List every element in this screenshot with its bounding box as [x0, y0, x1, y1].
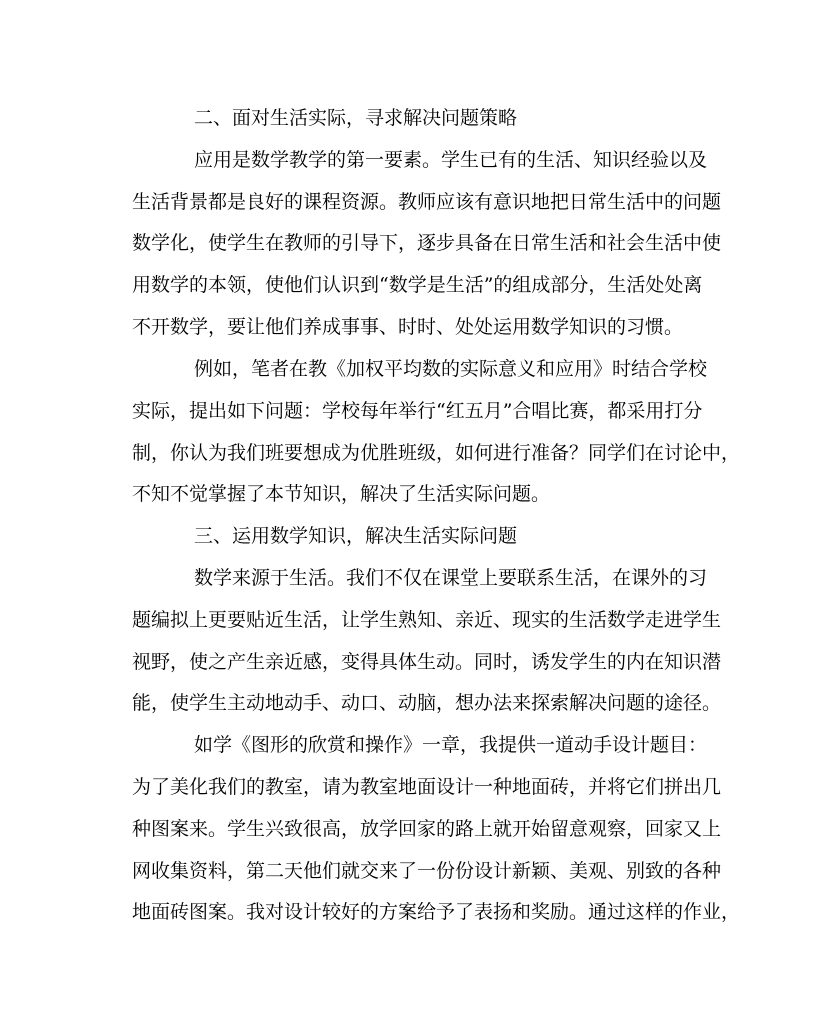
paragraph-line: 地面砖图案。我对设计较好的方案给予了表扬和奖励。通过这样的作业， [132, 901, 741, 923]
paragraph-line: 不知不觉掌握了本节知识，解决了生活实际问题。 [132, 483, 551, 505]
paragraph-line: 例如，笔者在教《加权平均数的实际意义和应用》时结合学校 [194, 358, 708, 380]
paragraph-line: 应用是数学教学的第一要素。学生已有的生活、知识经验以及 [194, 149, 708, 171]
paragraph-line: 实际，提出如下问题：学校每年举行“红五月”合唱比赛，都采用打分 [132, 400, 703, 422]
paragraph-line: 题编拟上更要贴近生活，让学生熟知、亲近、现实的生活数学走进学生 [132, 609, 722, 631]
paragraph-line: 为了美化我们的教室，请为教室地面设计一种地面砖，并将它们拼出几 [132, 776, 722, 798]
paragraph-line: 制，你认为我们班要想成为优胜班级，如何进行准备？同学们在讨论中， [132, 442, 741, 464]
paragraph-line: 视野，使之产生亲近感，变得具体生动。同时，诱发学生的内在知识潜 [132, 651, 722, 673]
paragraph-line: 生活背景都是良好的课程资源。教师应该有意识地把日常生活中的问题 [132, 191, 722, 213]
paragraph-line: 数学化，使学生在教师的引导下，逐步具备在日常生活和社会生活中使 [132, 232, 722, 254]
paragraph-line: 用数学的本领，使他们认识到“数学是生活”的组成部分，生活处处离 [132, 274, 703, 296]
paragraph-line: 不开数学，要让他们养成事事、时时、处处运用数学知识的习惯。 [132, 316, 684, 338]
paragraph-line: 种图案来。学生兴致很高，放学回家的路上就开始留意观察，回家又上 [132, 818, 722, 840]
paragraph-line: 数学来源于生活。我们不仅在课堂上要联系生活，在课外的习 [194, 567, 708, 589]
paragraph-line: 如学《图形的欣赏和操作》一章，我提供一道动手设计题目： [194, 734, 708, 756]
section-heading-2: 二、面对生活实际，寻求解决问题策略 [194, 107, 518, 129]
section-heading-3: 三、运用数学知识，解决生活实际问题 [194, 525, 518, 547]
paragraph-line: 网收集资料，第二天他们就交来了一份份设计新颖、美观、别致的各种 [132, 860, 722, 882]
paragraph-line: 能，使学生主动地动手、动口、动脑，想办法来探索解决问题的途径。 [132, 692, 722, 714]
